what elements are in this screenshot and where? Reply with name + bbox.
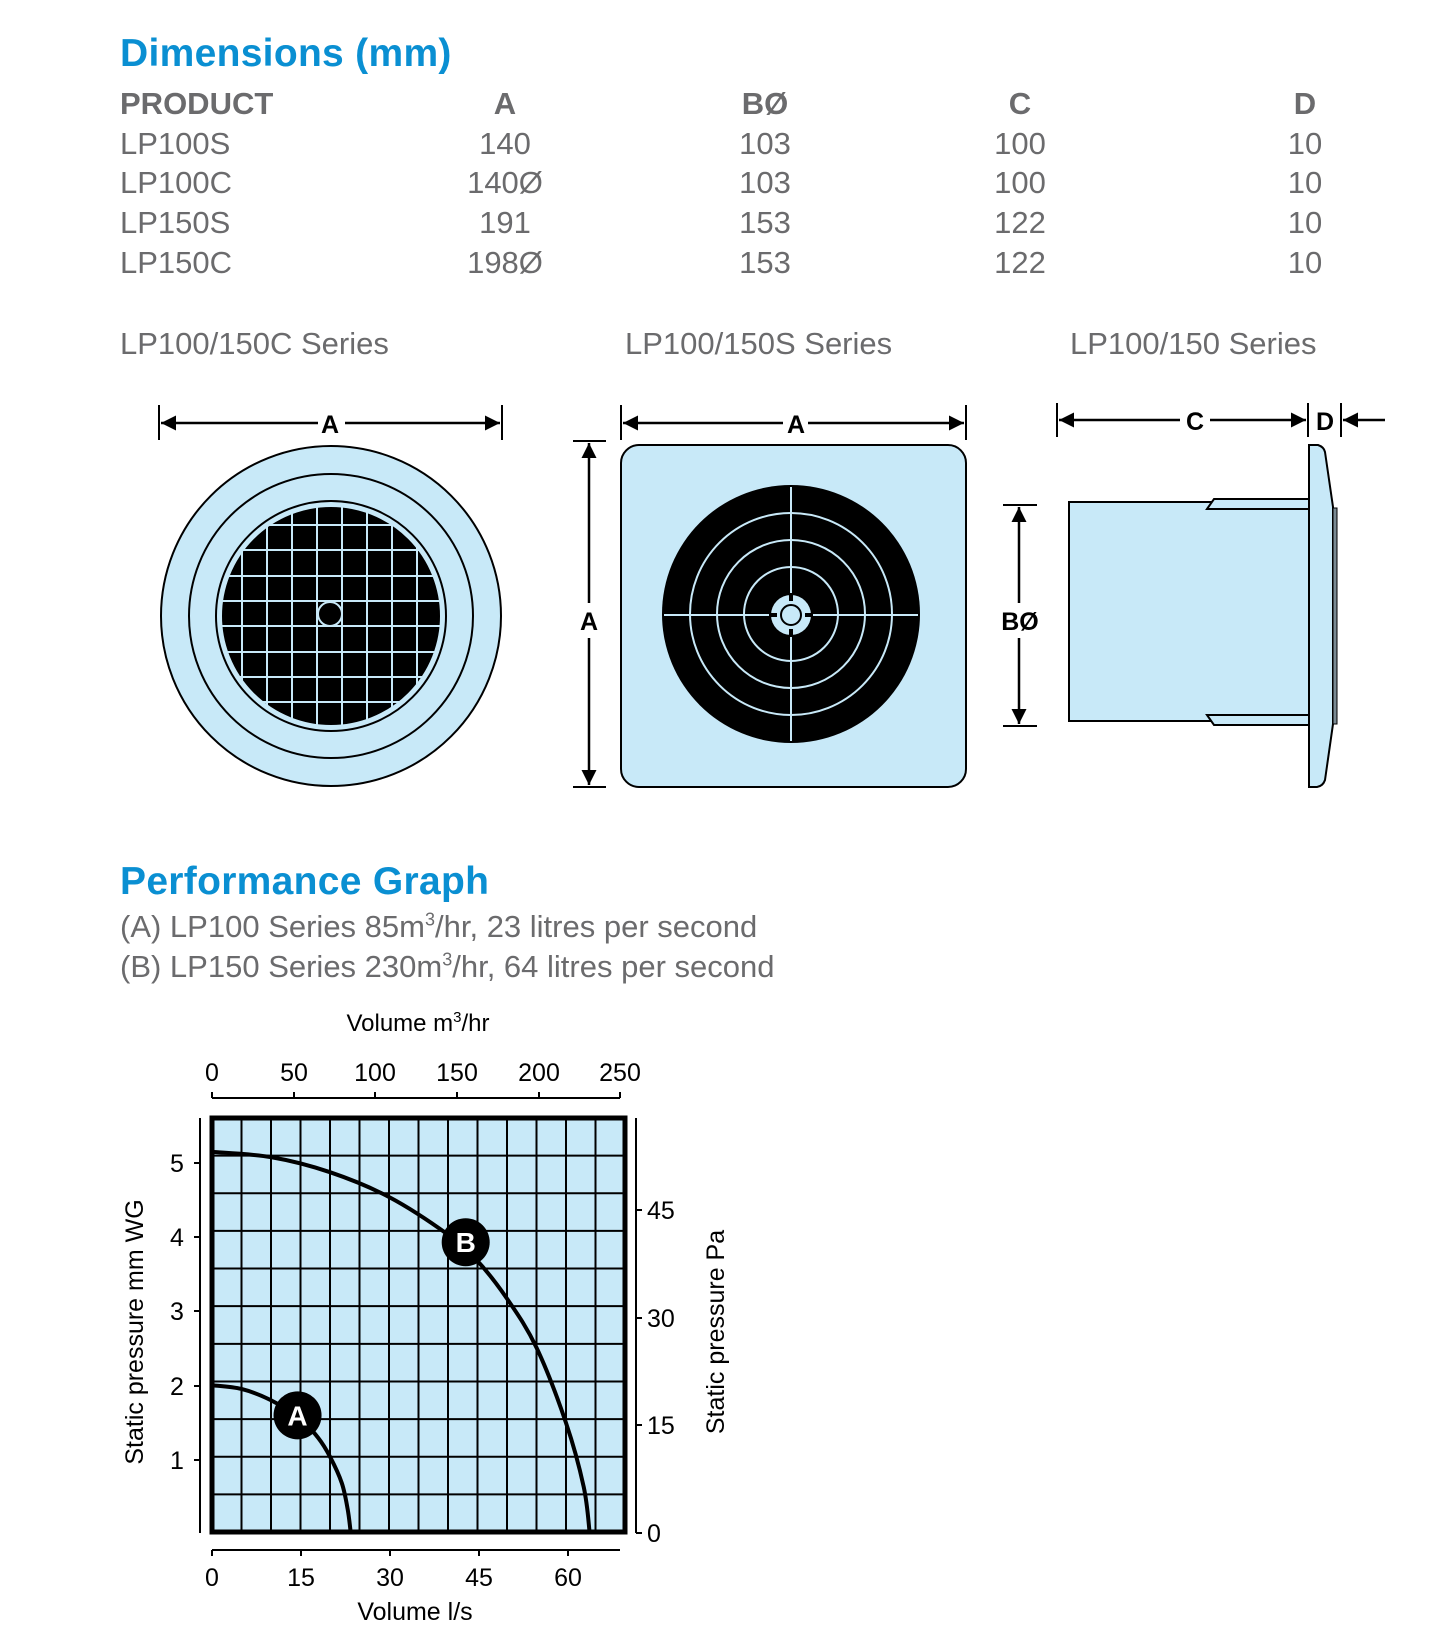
cell-d: 10 xyxy=(1287,165,1323,200)
plot-area xyxy=(212,1118,625,1532)
square-fan-drawing xyxy=(621,445,966,787)
col-header-product: PRODUCT xyxy=(120,86,274,121)
right-tick-45: 45 xyxy=(647,1197,675,1225)
left-tick-2: 2 xyxy=(170,1373,184,1401)
cell-a: 191 xyxy=(479,205,531,240)
left-tick-5: 5 xyxy=(170,1150,184,1178)
cell-c: 122 xyxy=(994,245,1046,280)
cell-product: LP150C xyxy=(120,245,233,280)
marker-a xyxy=(274,1391,322,1439)
top-tick-100: 100 xyxy=(354,1059,396,1087)
right-tick-0: 0 xyxy=(647,1520,661,1548)
bottom-tick-15: 15 xyxy=(287,1564,315,1592)
right-tick-15: 15 xyxy=(647,1412,675,1440)
left-tick-4: 4 xyxy=(170,1224,184,1252)
left-tick-1: 1 xyxy=(170,1447,184,1475)
svg-text:A: A xyxy=(287,1400,308,1432)
cell-c: 100 xyxy=(994,126,1046,161)
top-tick-50: 50 xyxy=(280,1059,308,1087)
circular-fan-drawing xyxy=(161,446,501,786)
performance-chart xyxy=(0,1000,800,1630)
left-axis-title: Static pressure mm WG xyxy=(121,1199,149,1465)
side-series-label: LP100/150 Series xyxy=(1070,326,1317,361)
cell-b: 153 xyxy=(739,245,791,280)
left-axis xyxy=(121,1118,200,1533)
series-b-description: (B) LP150 Series $230m^3/hr$, 64 litres per second xyxy=(120,949,775,984)
performance-title: Performance Graph xyxy=(120,860,490,903)
cell-product: LP100C xyxy=(120,165,233,200)
circular-series-label: LP100/150C Series xyxy=(120,326,389,361)
col-header-c: C xyxy=(1008,86,1032,121)
bottom-axis-title: Volume l/s xyxy=(357,1598,473,1626)
cell-a: 198Ø xyxy=(467,245,543,280)
right-tick-30: 30 xyxy=(647,1305,675,1333)
series-a-description: (A) LP100 Series $85m^3/hr$, 23 litres per second xyxy=(120,909,758,944)
bottom-tick-60: 60 xyxy=(554,1564,582,1592)
label-a-square-h: A xyxy=(786,411,806,439)
label-b: BØ xyxy=(1001,608,1039,636)
cell-product: LP150S xyxy=(120,205,231,240)
top-tick-250: 250 xyxy=(599,1059,641,1087)
dimension-c-arrow xyxy=(1057,403,1308,437)
top-tick-200: 200 xyxy=(518,1059,560,1087)
marker-b xyxy=(442,1218,490,1266)
top-axis-title: Volume $m^3/hr$ xyxy=(346,1009,490,1037)
label-a-square-v: A xyxy=(579,608,599,636)
side-fan-drawing xyxy=(1069,445,1337,787)
label-d: D xyxy=(1315,408,1335,436)
cell-product: LP100S xyxy=(120,126,231,161)
square-series-label: LP100/150S Series xyxy=(625,326,893,361)
cell-a: 140 xyxy=(479,126,531,161)
label-a-circular: A xyxy=(320,411,340,439)
top-tick-150: 150 xyxy=(436,1059,478,1087)
cell-a: 140Ø xyxy=(467,165,543,200)
bottom-tick-0: 0 xyxy=(205,1564,219,1592)
label-c: C xyxy=(1185,408,1205,436)
cell-b: 153 xyxy=(739,205,791,240)
dimension-d-arrow xyxy=(1341,403,1385,437)
dimensions-title: Dimensions (mm) xyxy=(120,32,452,75)
right-axis-title: Static pressure Pa xyxy=(702,1229,730,1435)
cell-b: 103 xyxy=(739,126,791,161)
col-header-b: BØ xyxy=(741,86,789,121)
col-header-a: A xyxy=(493,86,517,121)
cell-c: 100 xyxy=(994,165,1046,200)
top-axis xyxy=(205,1009,641,1098)
svg-text:B: B xyxy=(455,1227,476,1259)
cell-d: 10 xyxy=(1287,245,1323,280)
bottom-axis xyxy=(205,1550,620,1626)
bottom-tick-30: 30 xyxy=(376,1564,404,1592)
cell-d: 10 xyxy=(1287,205,1323,240)
left-tick-3: 3 xyxy=(170,1298,184,1326)
right-axis xyxy=(636,1118,730,1548)
col-header-d: D xyxy=(1293,86,1317,121)
cell-b: 103 xyxy=(739,165,791,200)
cell-c: 122 xyxy=(994,205,1046,240)
bottom-tick-45: 45 xyxy=(465,1564,493,1592)
cell-d: 10 xyxy=(1287,126,1323,161)
top-tick-0: 0 xyxy=(205,1059,219,1087)
